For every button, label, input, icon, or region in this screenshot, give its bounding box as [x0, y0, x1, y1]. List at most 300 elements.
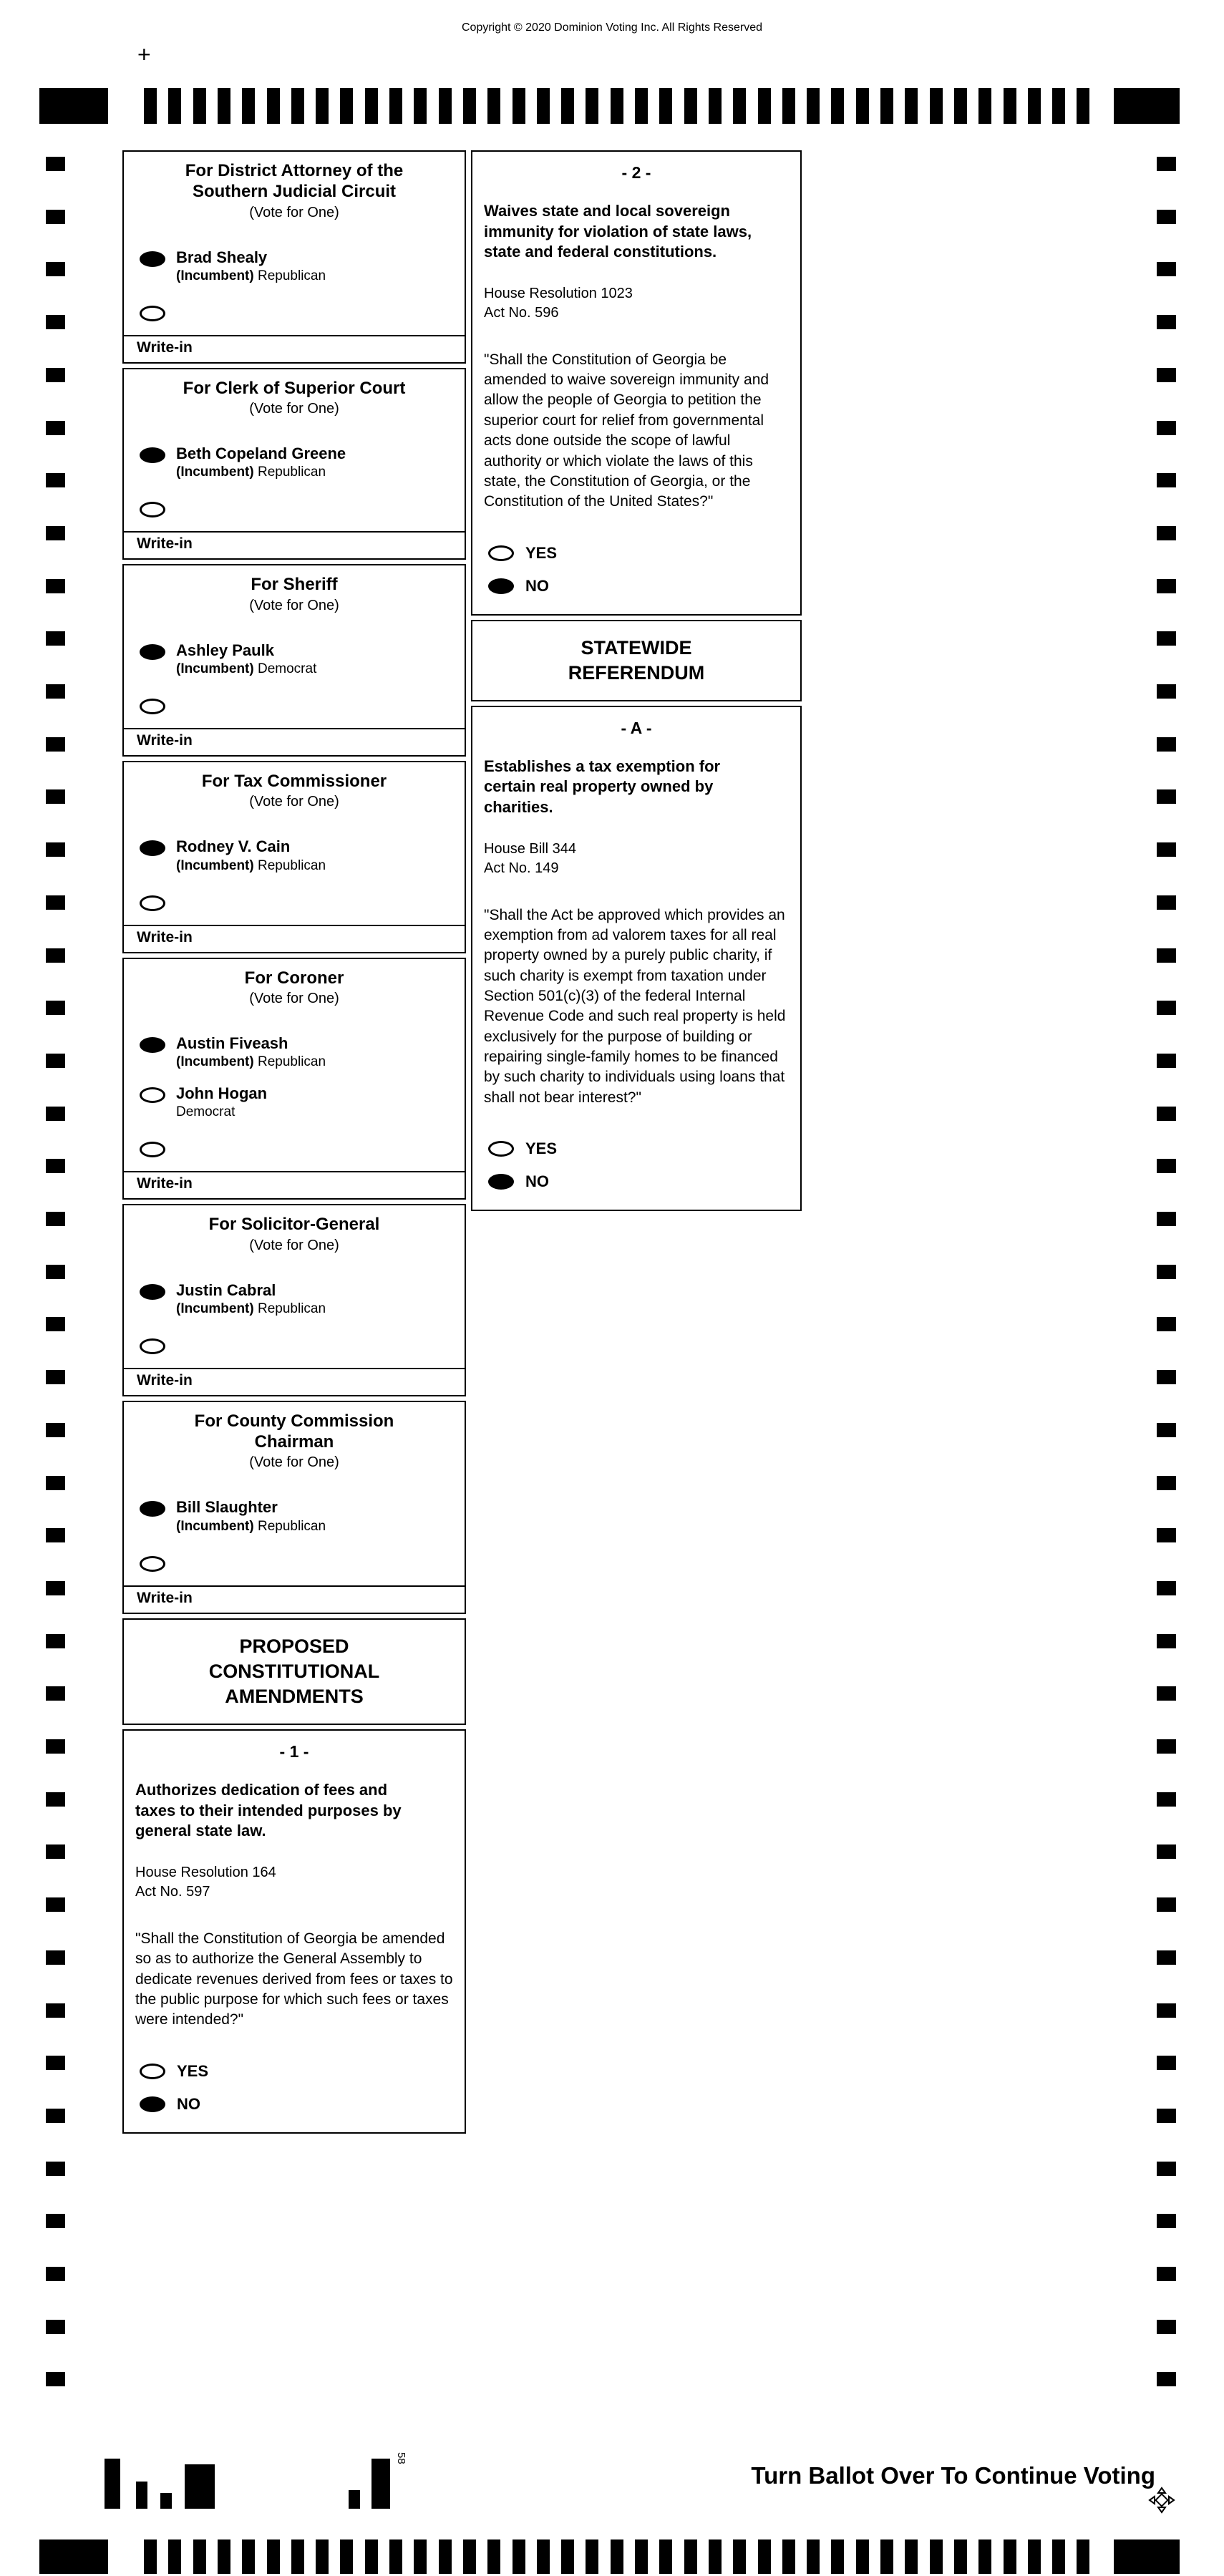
write-in-oval[interactable] [140, 1556, 165, 1572]
timing-mark [46, 1792, 65, 1807]
timing-mark [733, 2539, 746, 2574]
timing-mark [168, 2539, 181, 2574]
contest-box [122, 1204, 466, 1396]
timing-mark [880, 2539, 893, 2574]
candidate-row [124, 633, 465, 683]
timing-mark [267, 2539, 280, 2574]
candidate-text [176, 641, 316, 677]
timing-mark [1157, 1317, 1176, 1331]
timing-mark [144, 2539, 157, 2574]
timing-mark [1157, 473, 1176, 487]
timing-mark [586, 2539, 598, 2574]
timing-mark [46, 1212, 65, 1226]
candidate-name: Beth Copeland Greene [176, 444, 346, 463]
write-in-oval[interactable] [140, 895, 165, 911]
timing-mark [46, 2162, 65, 2176]
timing-mark [1157, 1107, 1176, 1121]
contest-title: For Coroner [244, 968, 344, 988]
write-in-label: Write-in [137, 1371, 193, 1389]
candidate-oval[interactable] [140, 1037, 165, 1053]
timing-mark [513, 88, 525, 124]
timing-mark [1157, 1739, 1176, 1754]
candidate-detail [176, 1301, 326, 1317]
timing-mark [1004, 88, 1016, 124]
timing-mark [46, 579, 65, 593]
timing-mark [1157, 2162, 1176, 2176]
candidate-oval[interactable] [140, 644, 165, 660]
write-in-label: Write-in [137, 1175, 193, 1192]
timing-mark [46, 1370, 65, 1384]
candidate-oval[interactable] [140, 1087, 165, 1103]
timing-mark [954, 2539, 967, 2574]
write-in-oval[interactable] [140, 306, 165, 321]
timing-mark [439, 2539, 452, 2574]
timing-mark [46, 1581, 65, 1595]
write-in-oval-row [124, 1126, 465, 1161]
candidate-row [124, 1026, 465, 1076]
candidate-row [124, 829, 465, 879]
contest-box [122, 368, 466, 560]
timing-mark [930, 88, 943, 124]
contest-box [122, 150, 466, 364]
stub-number: 58 [395, 2452, 407, 2464]
timing-mark [782, 88, 795, 124]
party-label: Democrat [176, 1104, 235, 1120]
timing-mark [880, 88, 893, 124]
timing-mark [1157, 1423, 1176, 1437]
vote-for-instruction: (Vote for One) [249, 990, 339, 1006]
timing-mark [46, 1159, 65, 1173]
timing-mark [316, 2539, 329, 2574]
candidate-row [124, 1489, 465, 1540]
timing-mark [1157, 526, 1176, 540]
timing-mark [242, 88, 255, 124]
timing-mark [684, 88, 697, 124]
party-label: Republican [258, 857, 326, 873]
timing-mark [439, 88, 452, 124]
timing-mark [46, 315, 65, 329]
incumbent-label: (Incumbent) [176, 857, 254, 873]
measure-number: - A - [621, 718, 652, 737]
option-oval[interactable] [488, 1141, 514, 1157]
option-oval[interactable] [140, 2096, 165, 2112]
measure-summary: Waives state and local sovereign immunity for violation of state laws, state and federal constitutions. [484, 202, 752, 261]
candidate-name: Justin Cabral [176, 1280, 276, 1299]
candidate-text [176, 837, 326, 873]
contest-box [122, 564, 466, 757]
timing-mark [1004, 2539, 1016, 2574]
timing-mark [1157, 895, 1176, 910]
timing-mark [46, 1476, 65, 1490]
incumbent-label: (Incumbent) [176, 1054, 254, 1070]
timing-mark [46, 1265, 65, 1279]
timing-mark [371, 2459, 390, 2509]
party-label: Republican [258, 465, 326, 480]
timing-mark [340, 2539, 353, 2574]
timing-mark [46, 895, 65, 910]
candidate-oval[interactable] [140, 447, 165, 463]
timing-mark [1157, 579, 1176, 593]
timing-mark [1157, 2320, 1176, 2334]
measure-question: "Shall the Constitution of Georgia be amended to waive sovereign immunity and allow the people of Georgia to petition the superior court for relief from governmental acts done outside the scope of lawful authority or which violate the laws of this state, the Constitution of Georgia, or the Constitution of the United States?" [484, 351, 769, 510]
turn-ballot-text: Turn Ballot Over To Continue Voting [751, 2462, 1155, 2489]
timing-mark [39, 2539, 108, 2574]
timing-mark [487, 2539, 500, 2574]
timing-mark [46, 1634, 65, 1648]
timing-mark [185, 2464, 215, 2509]
timing-mark [782, 2539, 795, 2574]
vote-for-instruction: (Vote for One) [249, 204, 339, 220]
write-in-oval[interactable] [140, 1142, 165, 1157]
timing-mark [1157, 789, 1176, 804]
timing-mark [1157, 2056, 1176, 2070]
party-label: Republican [258, 268, 326, 283]
timing-mark [242, 2539, 255, 2574]
timing-mark [807, 2539, 820, 2574]
option-oval[interactable] [488, 545, 514, 561]
option-row [472, 1132, 800, 1165]
timing-mark [1157, 2109, 1176, 2123]
incumbent-label: (Incumbent) [176, 1301, 254, 1316]
candidate-name: Rodney V. Cain [176, 837, 291, 856]
timing-mark [463, 2539, 476, 2574]
timing-mark [144, 88, 157, 124]
candidate-name: Brad Shealy [176, 248, 268, 266]
timing-mark [1157, 315, 1176, 329]
timing-mark [46, 842, 65, 857]
timing-mark [1052, 2539, 1065, 2574]
timing-mark [978, 88, 991, 124]
timing-mark [414, 2539, 427, 2574]
timing-mark [46, 1001, 65, 1015]
option-oval[interactable] [140, 2064, 165, 2079]
timing-mark [365, 88, 378, 124]
timing-mark [46, 526, 65, 540]
option-row [472, 570, 800, 603]
candidate-name: Austin Fiveash [176, 1034, 288, 1052]
timing-mark [218, 2539, 230, 2574]
incumbent-label: (Incumbent) [176, 268, 254, 283]
timing-mark [414, 88, 427, 124]
contest-box [122, 761, 466, 953]
timing-mark [389, 2539, 402, 2574]
measure-question: "Shall the Constitution of Georgia be amended so as to authorize the General Assembly to dedicate revenues derived from fees or taxes to the public purpose for which such fees or taxes were intended?" [135, 1930, 453, 2028]
timing-mark [807, 88, 820, 124]
incumbent-label: (Incumbent) [176, 1518, 254, 1534]
timing-mark [46, 2056, 65, 2070]
timing-mark [1157, 368, 1176, 382]
timing-mark [709, 2539, 722, 2574]
timing-mark [46, 684, 65, 699]
timing-mark [1157, 262, 1176, 276]
timing-mark [46, 473, 65, 487]
vote-for-instruction: (Vote for One) [249, 401, 339, 417]
contest-box [122, 1401, 466, 1614]
timing-mark [1157, 210, 1176, 224]
section-header: STATEWIDE REFERENDUM [471, 620, 802, 701]
timing-mark [978, 2539, 991, 2574]
candidate-oval[interactable] [140, 1284, 165, 1300]
timing-mark [46, 631, 65, 646]
timing-mark [1157, 1792, 1176, 1807]
measure-options [472, 1132, 800, 1198]
timing-mark [635, 2539, 648, 2574]
timing-mark [46, 2109, 65, 2123]
vote-for-instruction: (Vote for One) [249, 1454, 339, 1471]
write-in-oval-row [124, 486, 465, 521]
candidate-detail [176, 1054, 326, 1070]
timing-mark [635, 88, 648, 124]
timing-mark [1114, 88, 1180, 124]
timing-mark [659, 88, 672, 124]
write-in-oval-row [124, 1540, 465, 1575]
contest-title: For Sheriff [251, 575, 338, 595]
timing-mark [46, 1739, 65, 1754]
timing-mark [537, 88, 550, 124]
timing-mark [1157, 1370, 1176, 1384]
timing-mark [349, 2490, 360, 2509]
timing-mark [1157, 2267, 1176, 2281]
timing-mark [684, 2539, 697, 2574]
measure-box [471, 706, 802, 1211]
candidate-detail [176, 268, 326, 284]
candidate-name: Bill Slaughter [176, 1498, 278, 1517]
candidate-detail [176, 1519, 326, 1535]
candidate-text [176, 1034, 326, 1070]
write-in-oval-row [124, 290, 465, 325]
timing-mark [46, 1950, 65, 1965]
timing-mark [954, 88, 967, 124]
timing-mark [905, 88, 918, 124]
right-contest-column [471, 150, 802, 1215]
timing-mark [758, 2539, 771, 2574]
timing-mark [1028, 88, 1041, 124]
measure-box [122, 1729, 466, 2134]
timing-mark [537, 2539, 550, 2574]
timing-mark [561, 88, 574, 124]
timing-mark [168, 88, 181, 124]
option-row [124, 2055, 465, 2088]
write-in-oval-row [124, 880, 465, 915]
timing-mark [46, 2372, 65, 2386]
measure-references: House Resolution 1023 Act No. 596 [484, 285, 633, 321]
timing-mark [46, 2320, 65, 2334]
timing-mark [659, 2539, 672, 2574]
timing-mark [487, 88, 500, 124]
timing-mark [46, 157, 65, 171]
timing-mark [46, 1107, 65, 1121]
section-header: PROPOSED CONSTITUTIONAL AMENDMENTS [122, 1618, 466, 1725]
contest-title: For District Attorney of the Southern Judicial Circuit [185, 161, 404, 202]
timing-mark [46, 737, 65, 752]
timing-mark [46, 2003, 65, 2018]
timing-mark [1157, 2214, 1176, 2228]
timing-mark [1157, 1001, 1176, 1015]
timing-mark [905, 2539, 918, 2574]
candidate-name: Ashley Paulk [176, 641, 274, 659]
contest-title: For Solicitor-General [208, 1215, 380, 1235]
option-oval[interactable] [488, 1174, 514, 1190]
write-in-oval-row [124, 683, 465, 718]
write-in-label: Write-in [137, 928, 193, 946]
candidate-detail [176, 1104, 267, 1120]
vote-for-instruction: (Vote for One) [249, 794, 339, 810]
timing-mark [831, 88, 844, 124]
timing-mark [1157, 1950, 1176, 1965]
timing-mark [193, 2539, 206, 2574]
candidate-oval[interactable] [140, 251, 165, 267]
timing-mark [1157, 1844, 1176, 1859]
four-way-arrow-icon [1148, 2487, 1175, 2517]
vote-for-instruction: (Vote for One) [249, 597, 339, 613]
option-row [472, 537, 800, 570]
timing-mark [1157, 1265, 1176, 1279]
timing-mark [46, 2267, 65, 2281]
timing-mark [46, 1423, 65, 1437]
timing-mark [930, 2539, 943, 2574]
timing-mark [463, 88, 476, 124]
left-contest-column [122, 150, 466, 2138]
timing-mark [46, 262, 65, 276]
option-label: YES [525, 543, 558, 562]
option-label: NO [525, 1172, 549, 1190]
write-in-label: Write-in [137, 732, 193, 749]
party-label: Republican [258, 1054, 326, 1070]
candidate-row [124, 1076, 465, 1126]
timing-mark [1157, 2372, 1176, 2386]
measure-references: House Bill 344 Act No. 149 [484, 840, 576, 876]
timing-mark [160, 2493, 172, 2509]
timing-mark [709, 88, 722, 124]
measure-box [471, 150, 802, 616]
timing-mark [611, 88, 623, 124]
timing-mark [1157, 1476, 1176, 1490]
write-in-oval-row [124, 1323, 465, 1358]
candidate-detail [176, 465, 346, 480]
party-label: Republican [258, 1518, 326, 1534]
timing-mark [1157, 737, 1176, 752]
option-row [124, 2088, 465, 2121]
timing-mark [46, 1844, 65, 1859]
timing-mark [1157, 1054, 1176, 1068]
write-in-label: Write-in [137, 1589, 193, 1606]
timing-mark [389, 88, 402, 124]
party-label: Democrat [258, 661, 317, 676]
write-in-oval[interactable] [140, 502, 165, 517]
incumbent-label: (Incumbent) [176, 661, 254, 676]
timing-mark [46, 1528, 65, 1542]
option-label: YES [177, 2061, 209, 2080]
contest-title: For Tax Commissioner [201, 771, 387, 791]
measure-number: - 1 - [279, 1742, 309, 1761]
contest-title: For County Commission Chairman [194, 1411, 394, 1452]
candidate-text [176, 1084, 267, 1120]
vote-for-instruction: (Vote for One) [249, 1237, 339, 1253]
candidate-row [124, 436, 465, 486]
timing-mark [1157, 1159, 1176, 1173]
candidate-detail [176, 661, 316, 677]
contest-box [122, 958, 466, 1200]
timing-mark [561, 2539, 574, 2574]
timing-mark [831, 2539, 844, 2574]
candidate-detail [176, 858, 326, 874]
timing-mark [1157, 1528, 1176, 1542]
timing-mark [1157, 2003, 1176, 2018]
timing-mark [1157, 948, 1176, 963]
timing-mark [46, 2214, 65, 2228]
timing-mark [1157, 1897, 1176, 1912]
timing-mark [1157, 684, 1176, 699]
timing-mark [218, 88, 230, 124]
candidate-oval[interactable] [140, 1501, 165, 1517]
timing-mark [39, 88, 108, 124]
timing-mark [1157, 842, 1176, 857]
incumbent-label: (Incumbent) [176, 465, 254, 480]
timing-mark [1157, 157, 1176, 171]
timing-mark [340, 88, 353, 124]
timing-mark [46, 1317, 65, 1331]
timing-mark [193, 88, 206, 124]
timing-mark [267, 88, 280, 124]
timing-mark [136, 2482, 147, 2509]
timing-mark [291, 2539, 304, 2574]
measure-question: "Shall the Act be approved which provides an exemption from ad valorem taxes for all real property owned by a purely public charity, if such charity is exempt from taxation under Section 501(c)(3) of the federal Internal Revenue Code and such real property is held exclusively for the purpose of building or repairing single-family homes to be financed by such charity to individuals using loans that shall not bear interest?" [484, 906, 786, 1106]
option-label: YES [525, 1139, 558, 1157]
timing-mark [1157, 421, 1176, 435]
timing-mark [1157, 1212, 1176, 1226]
measure-references: House Resolution 164 Act No. 597 [135, 1864, 276, 1900]
timing-mark [46, 1686, 65, 1701]
option-row [472, 1165, 800, 1198]
measure-summary: Establishes a tax exemption for certain real property owned by charities. [484, 757, 721, 816]
timing-mark [611, 2539, 623, 2574]
timing-mark [365, 2539, 378, 2574]
timing-mark [733, 88, 746, 124]
timing-mark [1157, 1686, 1176, 1701]
timing-mark [1157, 631, 1176, 646]
option-oval[interactable] [488, 578, 514, 594]
timing-mark [1028, 2539, 1041, 2574]
timing-mark [46, 789, 65, 804]
timing-mark [291, 88, 304, 124]
measure-options [124, 2055, 465, 2121]
timing-mark [46, 1054, 65, 1068]
timing-mark [1114, 2539, 1180, 2574]
measure-number: - 2 - [621, 163, 651, 182]
write-in-oval[interactable] [140, 1338, 165, 1354]
timing-mark [316, 88, 329, 124]
write-in-oval[interactable] [140, 699, 165, 714]
timing-mark [856, 2539, 869, 2574]
timing-mark [105, 2459, 120, 2509]
timing-mark [856, 88, 869, 124]
candidate-row [124, 1273, 465, 1323]
measure-summary: Authorizes dedication of fees and taxes to their intended purposes by general state law. [135, 1781, 402, 1840]
candidate-oval[interactable] [140, 840, 165, 856]
timing-mark [1052, 88, 1065, 124]
option-label: NO [525, 576, 549, 595]
timing-mark [1157, 1581, 1176, 1595]
timing-mark [46, 368, 65, 382]
timing-mark [513, 2539, 525, 2574]
timing-mark [46, 1897, 65, 1912]
write-in-label: Write-in [137, 535, 193, 553]
contest-title: For Clerk of Superior Court [183, 378, 406, 398]
timing-mark [1157, 1634, 1176, 1648]
timing-mark [586, 88, 598, 124]
candidate-name: John Hogan [176, 1084, 268, 1103]
option-label: NO [177, 2094, 200, 2113]
